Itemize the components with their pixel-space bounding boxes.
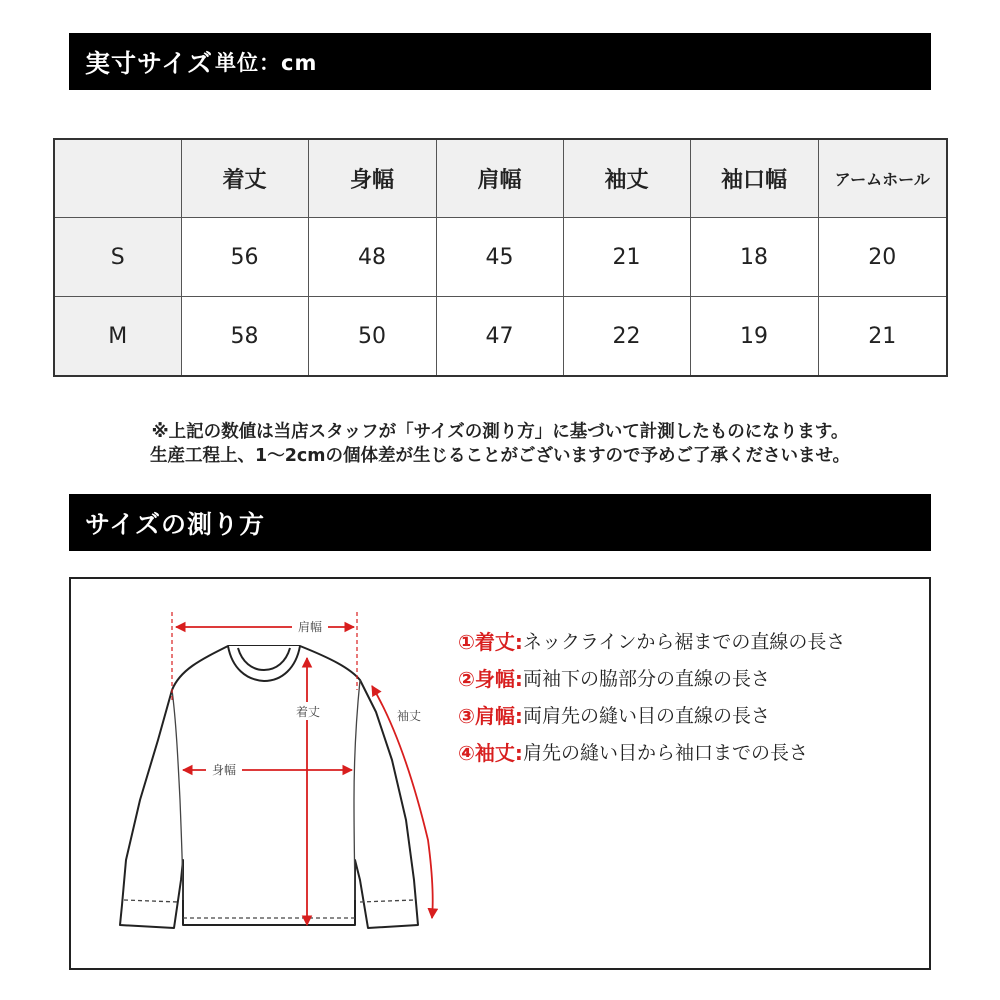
- legend-key: ④袖丈:: [458, 741, 523, 765]
- body-width-label: 身幅: [211, 763, 237, 777]
- table-header-cell: 身幅: [308, 139, 436, 218]
- table-cell: 48: [308, 218, 436, 297]
- table-cell: 19: [690, 297, 818, 377]
- table-cell: 45: [436, 218, 563, 297]
- size-header-unit: 単位：cm: [215, 50, 318, 75]
- legend-key: ①着丈:: [458, 630, 523, 654]
- table-header-cell: 袖丈: [563, 139, 690, 218]
- table-header-cell: 着丈: [181, 139, 308, 218]
- table-header-cell: 袖口幅: [690, 139, 818, 218]
- table-cell: 21: [563, 218, 690, 297]
- table-cell: 47: [436, 297, 563, 377]
- table-cell: 22: [563, 297, 690, 377]
- measurement-legend: [458, 622, 845, 770]
- table-cell: 18: [690, 218, 818, 297]
- legend-item: [458, 696, 845, 733]
- table-cell: 56: [181, 218, 308, 297]
- legend-desc: 両袖下の脇部分の直線の長さ: [522, 668, 770, 690]
- legend-key: ②身幅:: [458, 667, 523, 691]
- table-cell: 20: [818, 218, 947, 297]
- legend-item: [458, 733, 845, 770]
- table-header-cell: アームホール: [818, 139, 947, 218]
- note-line-2: 生産工程上、1〜2cmの個体差が生じることがございますので予めご了承くださいませ。: [150, 446, 850, 466]
- table-cell: 50: [308, 297, 436, 377]
- shoulder-width-label: 肩幅: [297, 620, 323, 634]
- body-length-label: 着丈: [295, 705, 321, 719]
- size-header-title: 実寸サイズ: [85, 48, 214, 78]
- legend-desc: ネックラインから裾までの直線の長さ: [522, 631, 846, 653]
- table-header-cell: 肩幅: [436, 139, 563, 218]
- row-size-label: M: [54, 297, 181, 377]
- legend-key: ③肩幅:: [458, 704, 523, 728]
- table-cell: 21: [818, 297, 947, 377]
- note-line-1: ※上記の数値は当店スタッフが「サイズの測り方」に基づいて計測したものになります。: [151, 422, 849, 442]
- legend-item: [458, 622, 845, 659]
- table-cell: 58: [181, 297, 308, 377]
- legend-desc: 肩先の縫い目から袖口までの長さ: [522, 742, 808, 764]
- sleeve-length-label: 袖丈: [396, 709, 422, 723]
- row-size-label: S: [54, 218, 181, 297]
- howto-header-title: サイズの測り方: [85, 509, 266, 539]
- legend-item: [458, 659, 845, 696]
- legend-desc: 両肩先の縫い目の直線の長さ: [522, 705, 770, 727]
